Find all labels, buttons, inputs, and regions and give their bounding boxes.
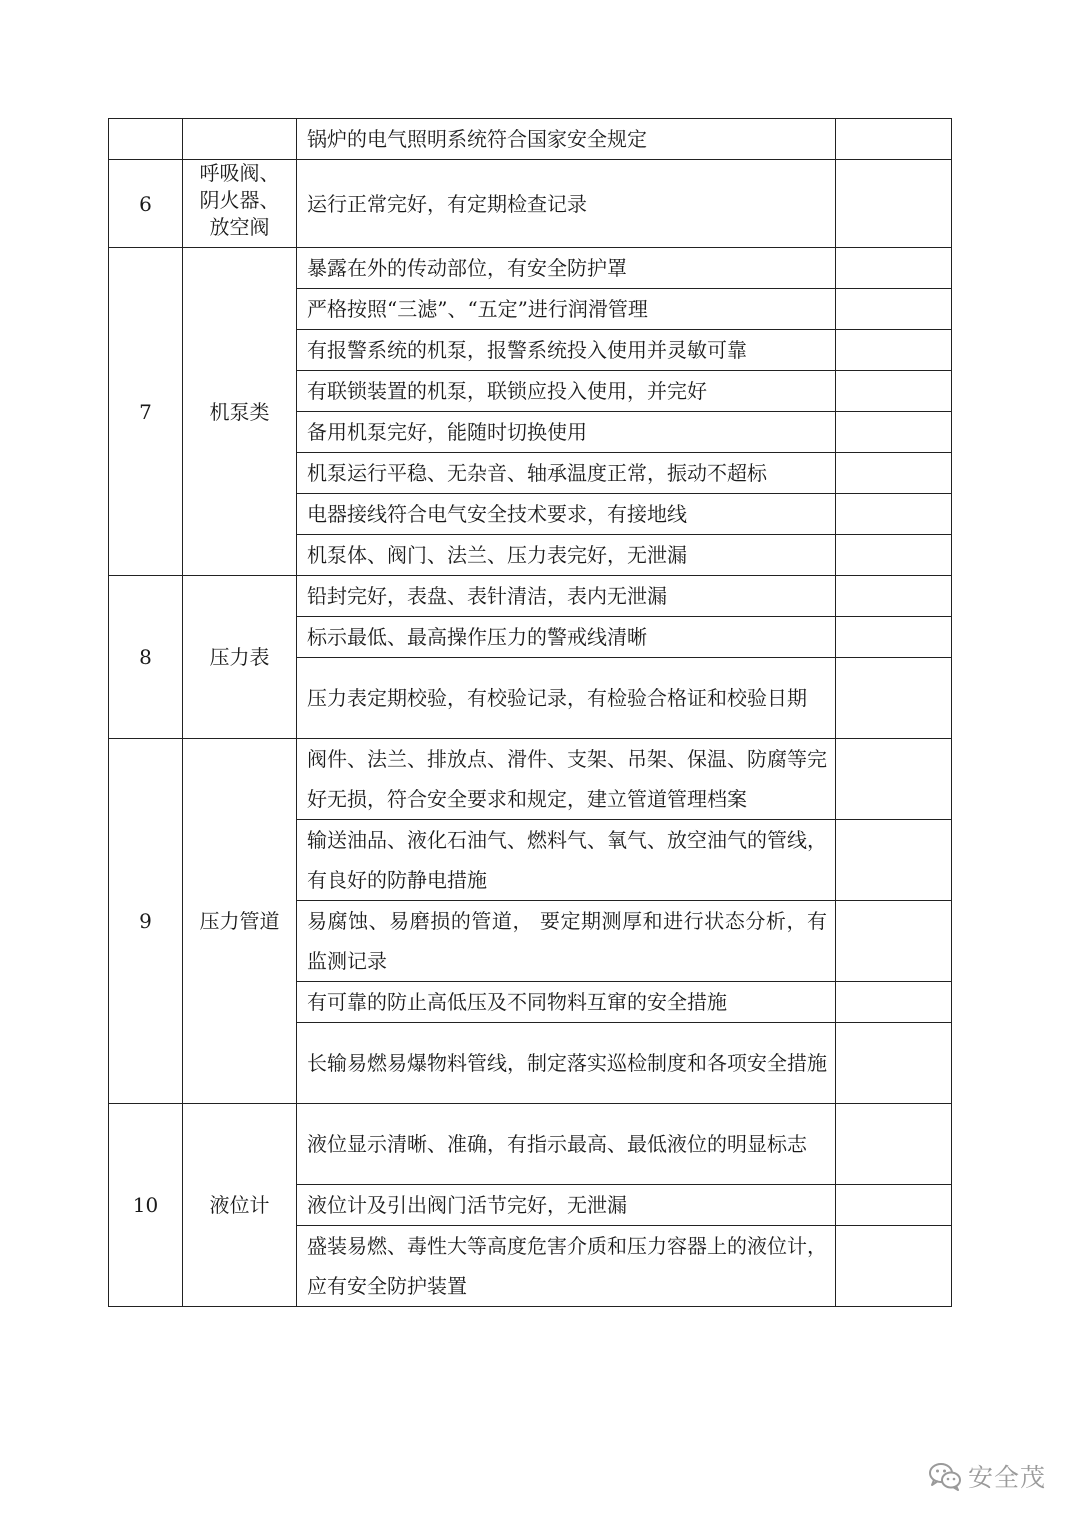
check-result-cell[interactable]	[836, 371, 952, 412]
requirement-cell: 压力表定期校验，有校验记录，有检验合格证和校验日期	[297, 658, 836, 739]
requirement-cell: 备用机泵完好，能随时切换使用	[297, 412, 836, 453]
table-row	[109, 576, 952, 617]
table-row	[109, 1104, 952, 1185]
check-result-cell[interactable]	[836, 412, 952, 453]
table-row	[109, 739, 952, 820]
check-result-cell[interactable]	[836, 453, 952, 494]
item-name-cell	[183, 160, 297, 248]
inspection-checklist-table	[108, 118, 952, 1307]
check-result-cell[interactable]	[836, 658, 952, 739]
check-result-cell[interactable]	[836, 1104, 952, 1185]
requirement-cell: 盛装易燃、毒性大等高度危害介质和压力容器上的液位计，应有安全防护装置	[297, 1226, 836, 1307]
item-number-cell: 6	[109, 160, 183, 248]
requirement-cell: 暴露在外的传动部位，有安全防护罩	[297, 248, 836, 289]
requirement-cell: 液位显示清晰、准确，有指示最高、最低液位的明显标志	[297, 1104, 836, 1185]
check-result-cell[interactable]	[836, 535, 952, 576]
check-result-cell[interactable]	[836, 1185, 952, 1226]
check-result-cell[interactable]	[836, 330, 952, 371]
item-name: 压力表	[209, 645, 270, 669]
check-result-cell[interactable]	[836, 982, 952, 1023]
requirement-cell: 机泵运行平稳、无杂音、轴承温度正常，振动不超标	[297, 453, 836, 494]
check-result-cell[interactable]	[836, 1023, 952, 1104]
requirement-cell: 严格按照“三滤”、“五定”进行润滑管理	[297, 289, 836, 330]
requirement-cell: 阀件、法兰、排放点、滑件、支架、吊架、保温、防腐等完好无损，符合安全要求和规定，建立管道管理档案	[297, 739, 836, 820]
requirement-cell: 有可靠的防止高低压及不同物料互窜的安全措施	[297, 982, 836, 1023]
item-number-cell: 9	[109, 739, 183, 1104]
item-name-cell	[183, 1104, 297, 1307]
requirement-cell: 电器接线符合电气安全技术要求，有接地线	[297, 494, 836, 535]
item-number-cell: 8	[109, 576, 183, 739]
requirement-cell: 铅封完好，表盘、表针清洁，表内无泄漏	[297, 576, 836, 617]
requirement-cell: 机泵体、阀门、法兰、压力表完好，无泄漏	[297, 535, 836, 576]
check-result-cell[interactable]	[836, 289, 952, 330]
item-name: 液位计	[209, 1193, 270, 1217]
check-result-cell[interactable]	[836, 248, 952, 289]
requirement-cell: 长输易燃易爆物料管线，制定落实巡检制度和各项安全措施	[297, 1023, 836, 1104]
item-number-cell	[109, 119, 183, 160]
check-result-cell[interactable]	[836, 617, 952, 658]
check-result-cell[interactable]	[836, 901, 952, 982]
requirement-cell: 易腐蚀、易磨损的管道， 要定期测厚和进行状态分析，有监测记录	[297, 901, 836, 982]
item-number-cell: 10	[109, 1104, 183, 1307]
check-result-cell[interactable]	[836, 820, 952, 901]
item-name-cell	[183, 739, 297, 1104]
item-number-cell: 7	[109, 248, 183, 576]
check-result-cell[interactable]	[836, 160, 952, 248]
requirement-cell: 运行正常完好，有定期检查记录	[297, 160, 836, 248]
watermark-text: 安全茂	[968, 1463, 1047, 1492]
item-name-cell	[183, 248, 297, 576]
check-result-cell[interactable]	[836, 494, 952, 535]
item-name: 压力管道	[199, 909, 280, 933]
table-row	[109, 248, 952, 289]
check-result-cell[interactable]	[836, 739, 952, 820]
check-result-cell[interactable]	[836, 1226, 952, 1307]
requirement-cell: 锅炉的电气照明系统符合国家安全规定	[297, 119, 836, 160]
requirement-cell: 有联锁装置的机泵，联锁应投入使用，并完好	[297, 371, 836, 412]
table-row	[109, 119, 952, 160]
requirement-cell: 有报警系统的机泵，报警系统投入使用并灵敏可靠	[297, 330, 836, 371]
item-name: 呼吸阀、 阴火器、 放空阀	[199, 161, 280, 239]
requirement-cell: 输送油品、液化石油气、燃料气、氧气、放空油气的管线，有良好的防静电措施	[297, 820, 836, 901]
watermark	[928, 1456, 1046, 1496]
requirement-cell: 标示最低、最高操作压力的警戒线清晰	[297, 617, 836, 658]
item-name-cell	[183, 119, 297, 160]
requirement-cell: 液位计及引出阀门活节完好，无泄漏	[297, 1185, 836, 1226]
item-name: 机泵类	[209, 399, 270, 424]
check-result-cell[interactable]	[836, 119, 952, 160]
wechat-icon	[928, 1461, 962, 1491]
table-row	[109, 160, 952, 248]
check-result-cell[interactable]	[836, 576, 952, 617]
item-name-cell	[183, 576, 297, 739]
